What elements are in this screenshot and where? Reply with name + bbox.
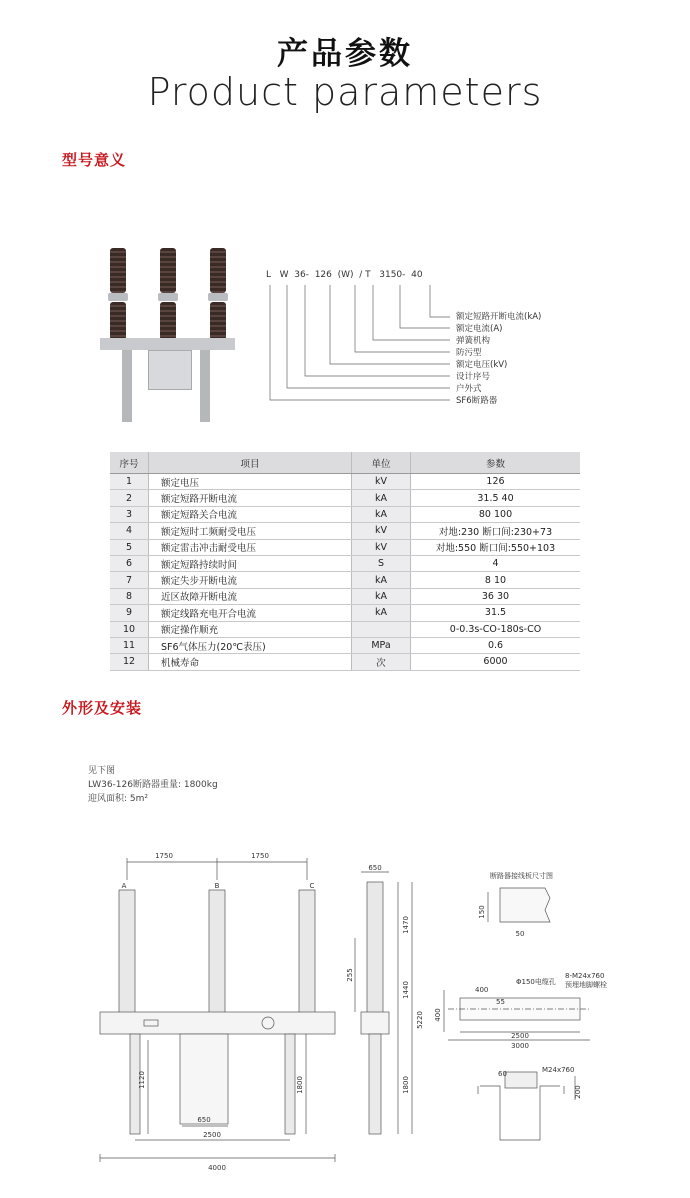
row-index: 8	[110, 588, 149, 604]
row-item: 近区故障开断电流	[149, 588, 352, 604]
row-index: 9	[110, 605, 149, 621]
model-code-part: 40	[411, 270, 423, 280]
row-value: 0.6	[411, 637, 581, 653]
parameter-table	[110, 452, 580, 671]
table-row	[110, 637, 580, 653]
section-title-model: 型号意义	[62, 151, 127, 169]
row-unit: kA	[352, 572, 411, 588]
row-item: 额定线路充电开合电流	[149, 605, 352, 621]
row-value: 8 10	[411, 572, 581, 588]
row-index: 4	[110, 523, 149, 539]
insulator-c-lower	[210, 302, 226, 340]
side-dim-650: 650	[368, 864, 382, 872]
row-value: 6000	[411, 654, 581, 670]
table-row	[110, 523, 580, 539]
pole-label-a: A	[121, 882, 127, 890]
insulator-c-upper	[210, 248, 226, 293]
flange-a	[108, 293, 128, 301]
row-index: 12	[110, 654, 149, 670]
row-index: 2	[110, 490, 149, 506]
legend-item: 户外式	[456, 384, 482, 394]
base-dim-55: 55	[496, 998, 505, 1006]
col-header-unit: 单位	[352, 452, 411, 474]
side-dim-255: 255	[346, 968, 354, 982]
pole-label-c: C	[309, 882, 315, 890]
row-item: SF6气体压力(20℃表压)	[149, 637, 352, 653]
install-notes	[88, 764, 218, 806]
breaker-photo	[100, 238, 235, 428]
model-code-part: L	[266, 270, 272, 280]
base-label-anchor: 预埋地脚螺栓	[565, 981, 607, 989]
model-code-part: (W)	[337, 270, 354, 280]
page-title-en: Product parameters	[147, 70, 543, 114]
row-unit: kA	[352, 506, 411, 522]
col-header-value: 参数	[411, 452, 581, 474]
model-code-part: W	[279, 270, 289, 280]
row-item: 额定电压	[149, 474, 352, 490]
table-row	[110, 506, 580, 522]
model-code	[266, 270, 423, 280]
row-index: 11	[110, 637, 149, 653]
legend-item: 弹簧机构	[456, 336, 491, 346]
row-index: 10	[110, 621, 149, 637]
flange-b	[158, 293, 178, 301]
row-unit: S	[352, 555, 411, 571]
table-row	[110, 490, 580, 506]
foundation-dim-60: 60	[498, 1070, 507, 1078]
terminal-dim-5050: 50	[515, 930, 525, 938]
base-label-bolts: 8-M24x760	[565, 972, 605, 980]
col-header-item: 项目	[149, 452, 352, 474]
side-dim-1440: 1440	[402, 981, 410, 999]
terminal-title: 断路器接线板尺寸图	[490, 872, 553, 880]
model-code-part: 3150-	[379, 270, 406, 280]
row-index: 5	[110, 539, 149, 555]
row-unit: kV	[352, 474, 411, 490]
row-unit: kA	[352, 490, 411, 506]
breaker-beam	[100, 338, 235, 350]
table-row	[110, 621, 580, 637]
dim-650: 650	[197, 1116, 211, 1124]
row-value: 0-0.3s-CO-180s-CO	[411, 621, 581, 637]
table-row	[110, 588, 580, 604]
row-value: 80 100	[411, 506, 581, 522]
side-dim-1800: 1800	[402, 1076, 410, 1094]
base-dim-side-400: 400	[434, 1008, 442, 1022]
model-code-leader-lines	[260, 280, 460, 410]
row-value: 36 30	[411, 588, 581, 604]
row-value: 31.5 40	[411, 490, 581, 506]
dim-2500: 2500	[203, 1131, 221, 1139]
row-unit: kV	[352, 539, 411, 555]
page-title-cn: 产品参数	[277, 36, 413, 72]
model-code-part: 126	[314, 270, 332, 280]
legend-item: 额定短路开断电流(kA)	[456, 312, 542, 322]
model-code-legend	[456, 311, 541, 407]
support-leg-left	[122, 350, 132, 422]
row-item: 额定雷击冲击耐受电压	[149, 539, 352, 555]
support-leg-right	[200, 350, 210, 422]
legend-item: 额定电压(kV)	[456, 360, 508, 370]
row-unit: kA	[352, 605, 411, 621]
side-dim-5220: 5220	[416, 1011, 424, 1029]
dim-1120: 1120	[138, 1071, 146, 1089]
outline-drawing	[80, 840, 620, 1180]
row-value: 对地:230 断口间:230+73	[411, 523, 581, 539]
row-item: 额定短路开断电流	[149, 490, 352, 506]
row-value: 31.5	[411, 605, 581, 621]
row-unit	[352, 621, 411, 637]
col-header-index: 序号	[110, 452, 149, 474]
row-index: 3	[110, 506, 149, 522]
row-item: 额定操作顺充	[149, 621, 352, 637]
dim-4000: 4000	[208, 1164, 226, 1172]
row-value: 126	[411, 474, 581, 490]
row-unit: 次	[352, 654, 411, 670]
row-item: 额定短路关合电流	[149, 506, 352, 522]
table-header-row	[110, 452, 580, 474]
model-code-part: 36-	[294, 270, 309, 280]
dim-1750-right: 1750	[251, 852, 269, 860]
row-item: 额定失步开断电流	[149, 572, 352, 588]
section-title-install: 外形及安装	[62, 699, 143, 717]
row-unit: MPa	[352, 637, 411, 653]
row-item: 额定短路持续时间	[149, 555, 352, 571]
row-value: 4	[411, 555, 581, 571]
row-value: 对地:550 断口间:550+103	[411, 539, 581, 555]
insulator-b-upper	[160, 248, 176, 293]
legend-item: SF6断路器	[456, 396, 498, 406]
note-line: 迎风面积: 5m²	[88, 794, 148, 804]
table-row	[110, 605, 580, 621]
dim-1750-left: 1750	[155, 852, 173, 860]
foundation-label: M24x760	[542, 1066, 575, 1074]
row-unit: kA	[352, 588, 411, 604]
insulator-b-lower	[160, 302, 176, 340]
insulator-a-upper	[110, 248, 126, 293]
insulator-a-lower	[110, 302, 126, 340]
row-index: 7	[110, 572, 149, 588]
row-item: 额定短时工频耐受电压	[149, 523, 352, 539]
table-row	[110, 474, 580, 490]
mechanism-cabinet	[148, 350, 192, 390]
note-line: LW36-126断路器重量: 1800kg	[88, 780, 218, 790]
table-row	[110, 572, 580, 588]
row-index: 6	[110, 555, 149, 571]
note-line: 见下图	[88, 766, 116, 776]
base-dim-400: 400	[475, 986, 489, 994]
dim-1800: 1800	[296, 1076, 304, 1094]
table-row	[110, 654, 580, 670]
pole-label-b: B	[214, 882, 220, 890]
terminal-dim-150: 150	[478, 905, 486, 919]
legend-item: 额定电流(A)	[456, 324, 503, 334]
legend-item: 设计序号	[456, 372, 491, 382]
model-code-part: / T	[359, 270, 371, 280]
foundation-dim-200: 200	[574, 1085, 582, 1099]
base-dim-3000: 3000	[511, 1042, 529, 1050]
base-dim-2500: 2500	[511, 1032, 529, 1040]
row-index: 1	[110, 474, 149, 490]
legend-item: 防污型	[456, 348, 482, 358]
flange-c	[208, 293, 228, 301]
row-unit: kV	[352, 523, 411, 539]
table-row	[110, 555, 580, 571]
base-label-cable-hole: Φ150电缆孔	[516, 978, 556, 986]
side-dim-1470: 1470	[402, 916, 410, 934]
row-item: 机械寿命	[149, 654, 352, 670]
table-row	[110, 539, 580, 555]
